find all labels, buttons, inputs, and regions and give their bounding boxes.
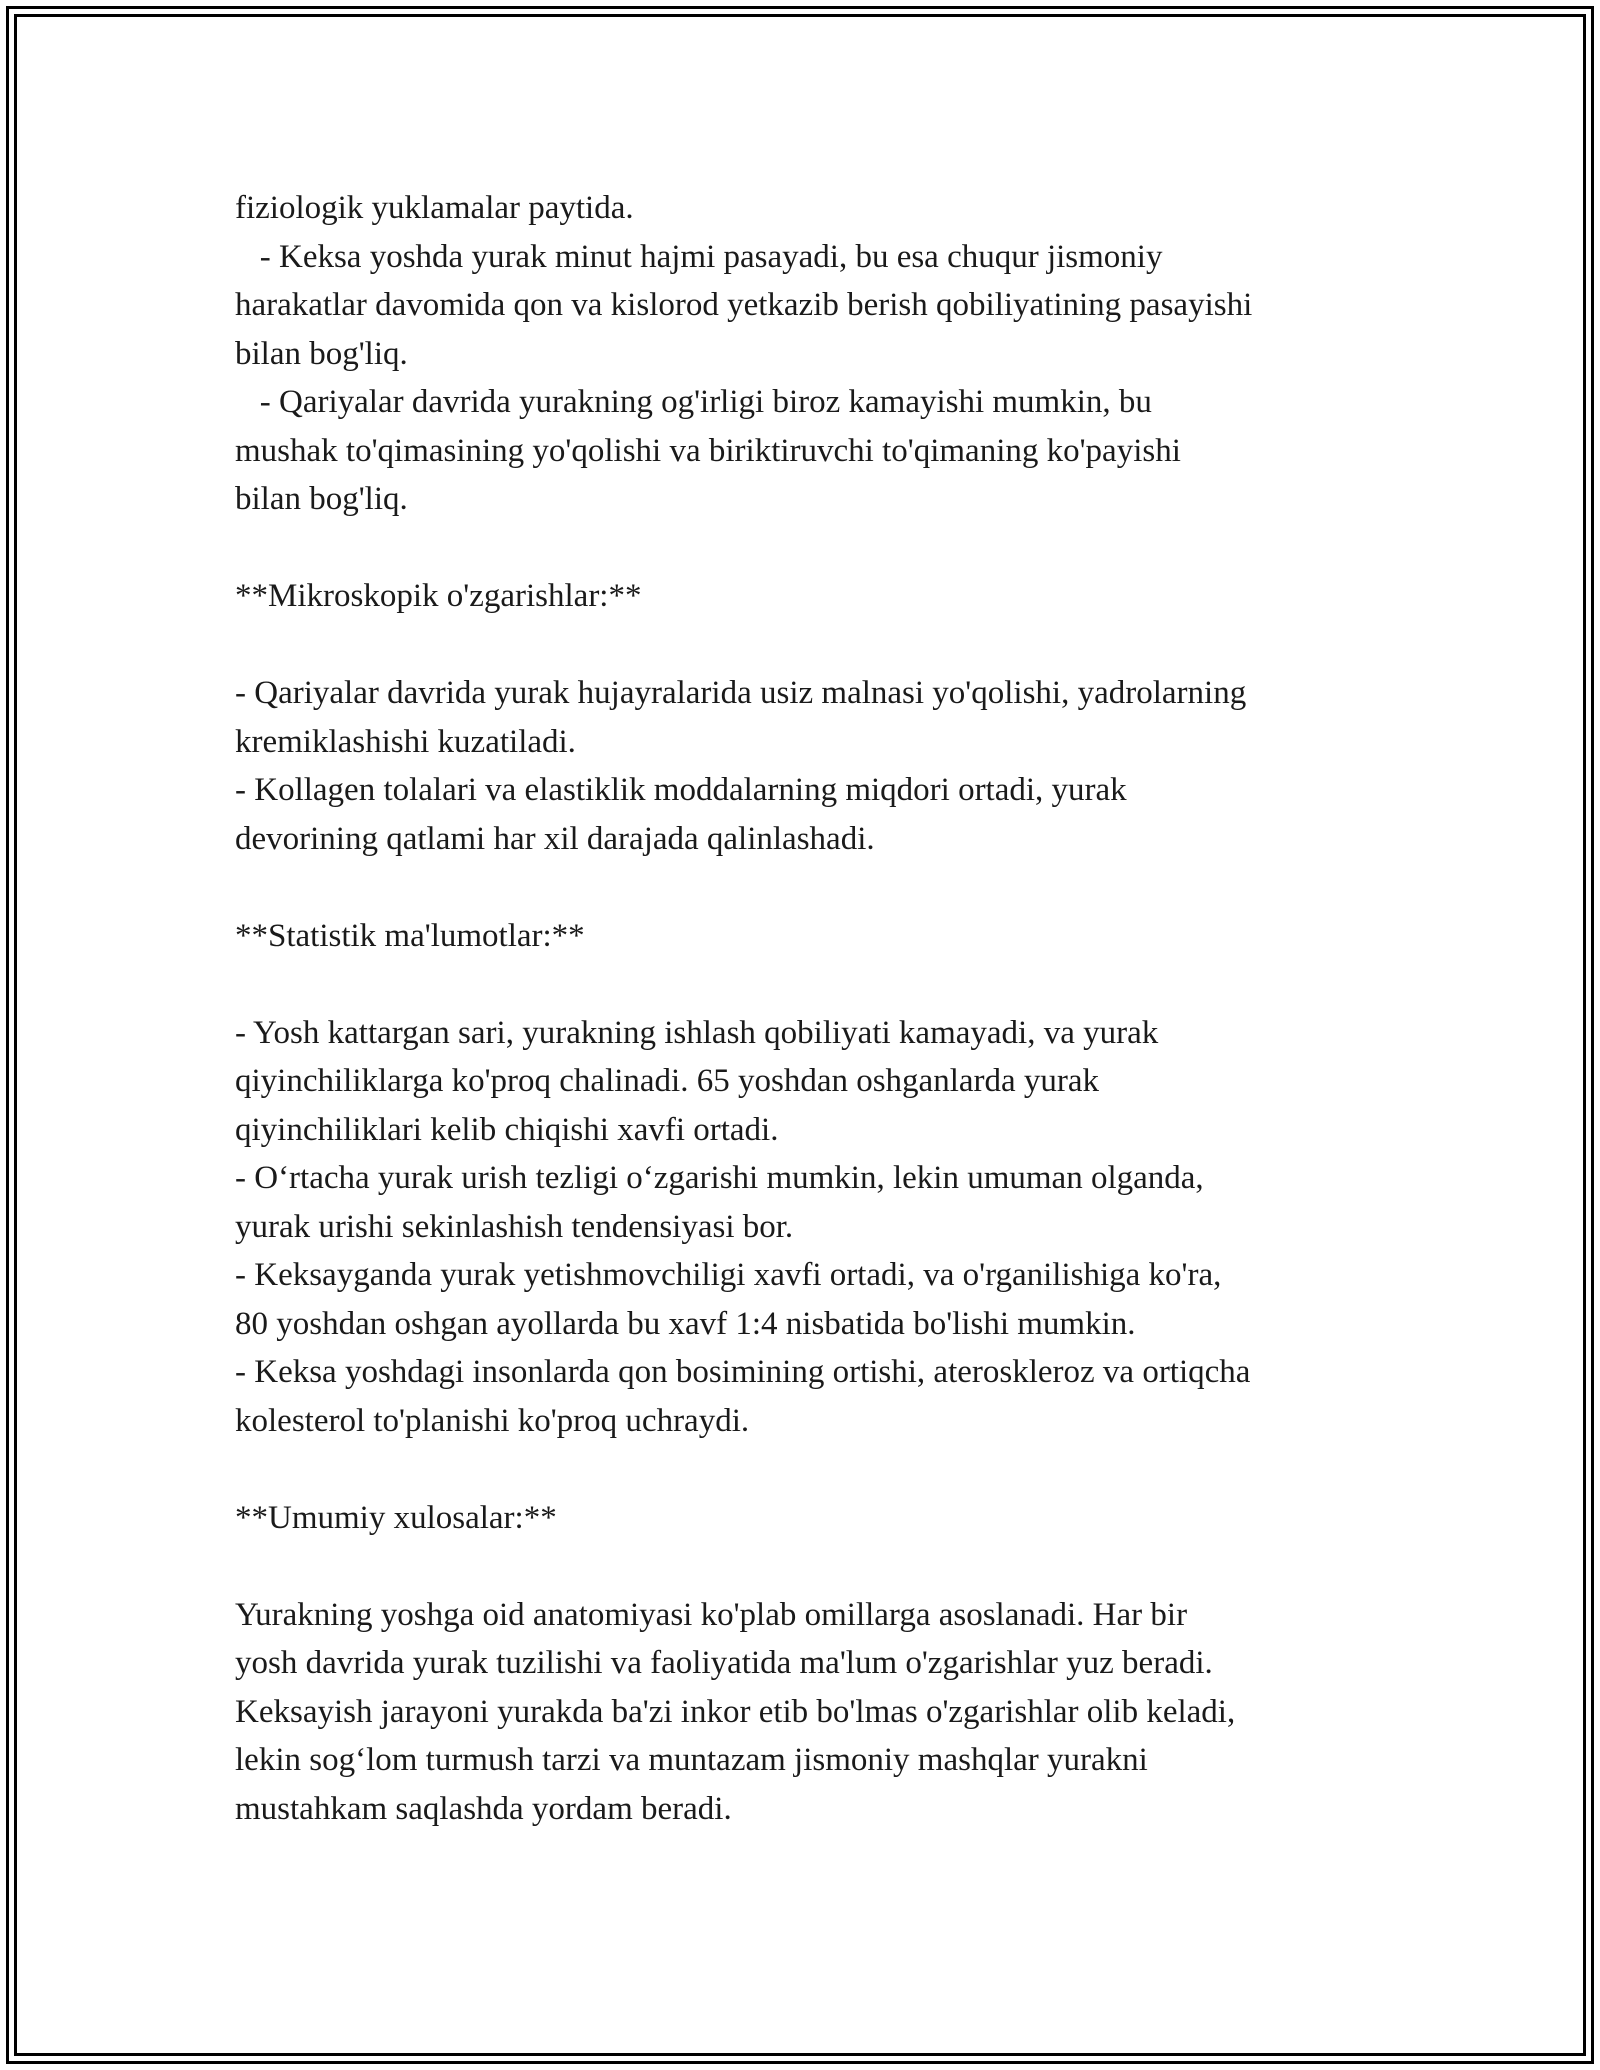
text-line: Yurakning yoshga oid anatomiyasi ko'plab omillarga asoslanadi. Har bir <box>235 1596 1188 1633</box>
text-line: - Kollagen tolalari va elastiklik moddalarning miqdori ortadi, yurak <box>235 772 1127 808</box>
text-line: devorining qatlami har xil darajada qalinlashadi. <box>235 820 875 857</box>
section-heading-mikroskopik: **Mikroskopik o'zgarishlar:** <box>235 578 642 614</box>
text-line: kolesterol to'planishi ko'proq uchraydi. <box>235 1402 750 1439</box>
blank-line <box>235 1542 1385 1591</box>
section-heading-statistik: **Statistik ma'lumotlar:** <box>235 917 585 954</box>
text-line: qiyinchiliklarga ko'proq chalinadi. 65 yoshdan oshganlarda yurak <box>235 1063 1100 1099</box>
text-line: - O‘rtacha yurak urish tezligi o‘zgarishi mumkin, lekin umuman olganda, <box>235 1160 1204 1196</box>
text-line: qiyinchiliklari kelib chiqishi xavfi ortadi. <box>235 1111 779 1148</box>
text-line: 80 yoshdan oshgan ayollarda bu xavf 1:4 nisbatida bo'lishi mumkin. <box>235 1305 1136 1342</box>
text-line: yurak urishi sekinlashish tendensiyasi bor. <box>235 1208 794 1245</box>
blank-line <box>235 960 1385 1009</box>
text-line: mushak to'qimasining yo'qolishi va biriktiruvchi to'qimaning ko'payishi <box>235 432 1181 469</box>
text-line: - Qariyalar davrida yurak hujayralarida usiz malnasi yo'qolishi, yadrolarning <box>235 675 1247 711</box>
text-line: - Keksayganda yurak yetishmovchiligi xavfi ortadi, va o'rganilishiga ko'ra, <box>235 1257 1222 1293</box>
section-heading-umumiy: **Umumiy xulosalar:** <box>235 1499 557 1536</box>
text-line: mustahkam saqlashda yordam beradi. <box>235 1790 732 1827</box>
text-line: - Yosh kattargan sari, yurakning ishlash qobiliyati kamayadi, va yurak <box>235 1014 1159 1051</box>
blank-line <box>235 524 1385 573</box>
blank-line <box>235 1445 1385 1494</box>
text-line: yosh davrida yurak tuzilishi va faoliyatida ma'lum o'zgarishlar yuz beradi. <box>235 1645 1213 1681</box>
text-line: - Keksa yoshdagi insonlarda qon bosimining ortishi, ateroskleroz va ortiqcha <box>235 1354 1251 1390</box>
text-line: bilan bog'liq. <box>235 335 408 372</box>
text-line: fiziologik yuklamalar paytida. <box>235 190 634 226</box>
text-line: harakatlar davomida qon va kislorod yetkazib berish qobiliyatining pasayishi <box>235 287 1253 323</box>
text-line: bilan bog'liq. <box>235 481 408 517</box>
text-line: lekin sog‘lom turmush tarzi va muntazam jismoniy mashqlar yurakni <box>235 1742 1148 1778</box>
text-line: - Keksa yoshda yurak minut hajmi pasayadi, bu esa chuqur jismoniy <box>235 238 1163 275</box>
blank-line <box>235 863 1385 912</box>
text-line: Keksayish jarayoni yurakda ba'zi inkor etib bo'lmas o'zgarishlar olib keladi, <box>235 1693 1236 1730</box>
document-body <box>235 184 1385 1833</box>
blank-line <box>235 621 1385 670</box>
text-line: - Qariyalar davrida yurakning og'irligi biroz kamayishi mumkin, bu <box>235 384 1152 420</box>
text-line: kremiklashishi kuzatiladi. <box>235 723 576 760</box>
